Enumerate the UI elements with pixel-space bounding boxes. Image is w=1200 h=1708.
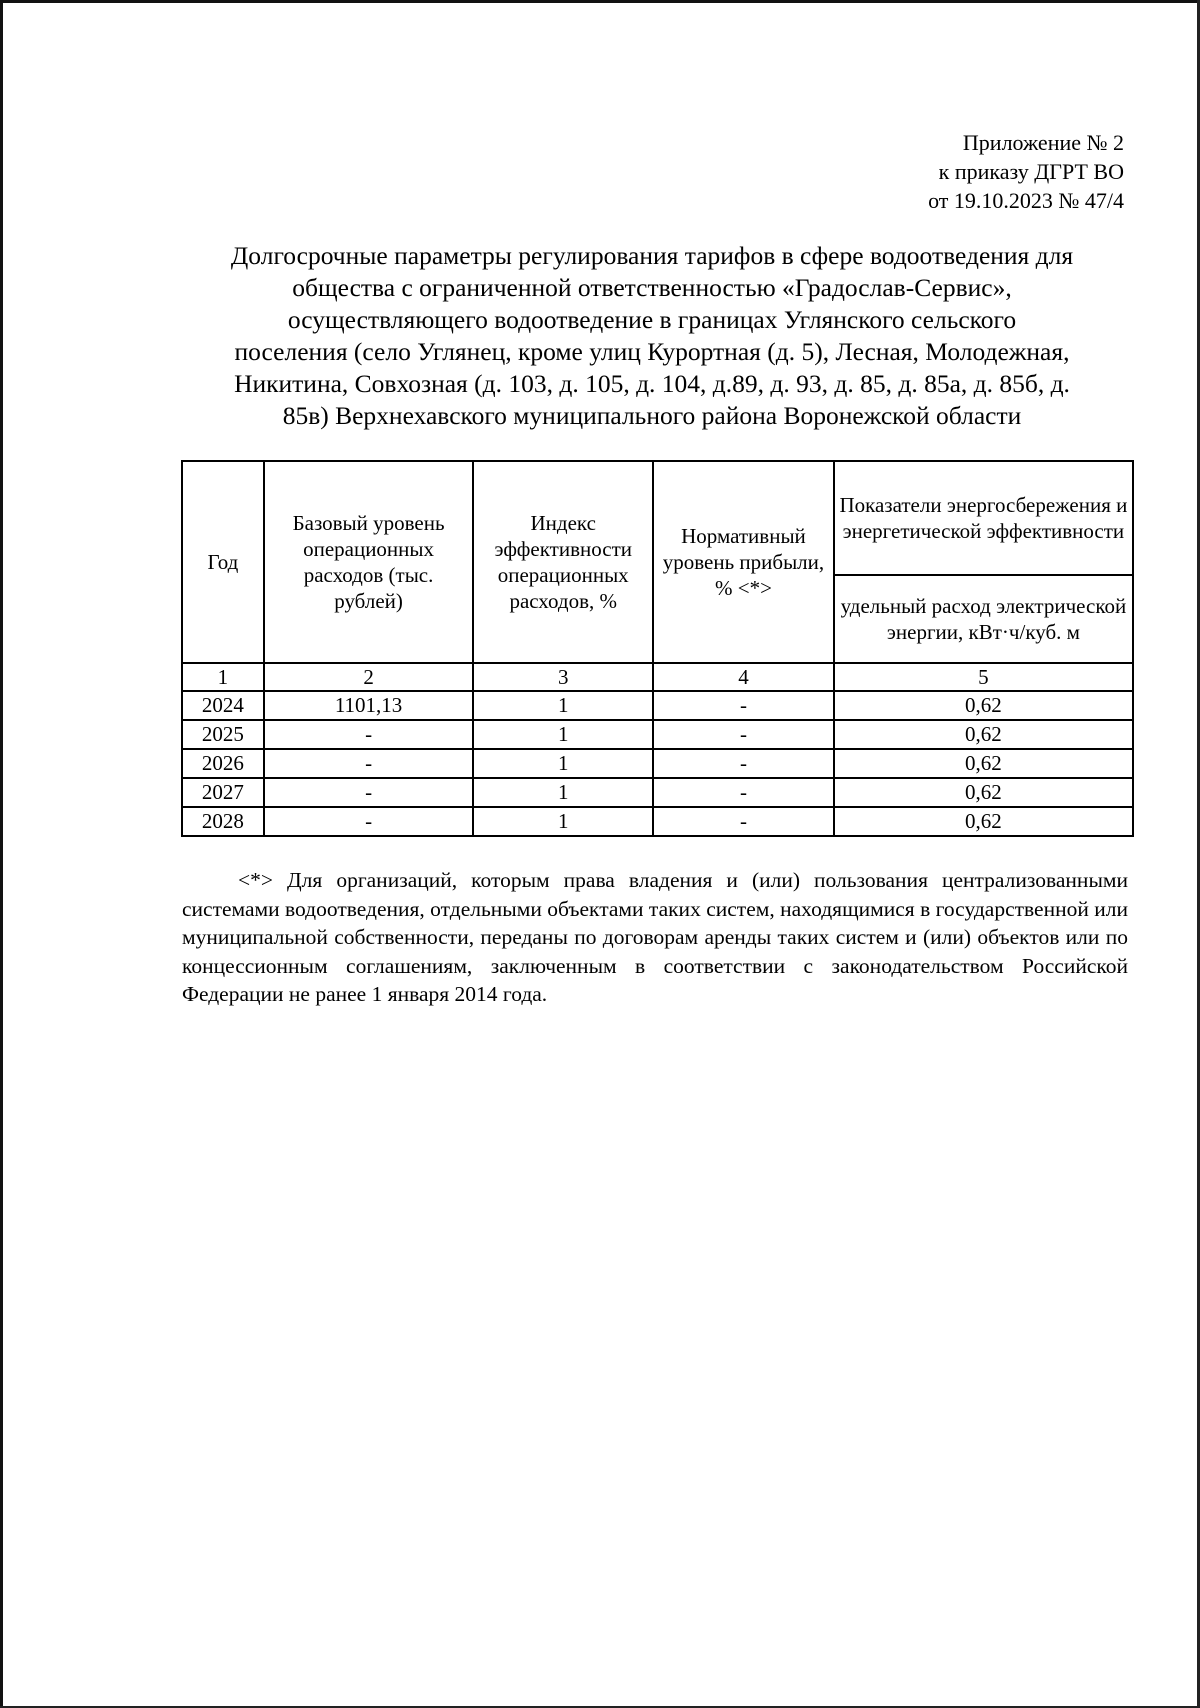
energy-consumption-cell: 0,62 bbox=[834, 691, 1133, 720]
year-cell: 2026 bbox=[182, 749, 264, 778]
column-number: 2 bbox=[264, 663, 474, 691]
profit-level-cell: - bbox=[653, 807, 834, 836]
energy-consumption-cell: 0,62 bbox=[834, 778, 1133, 807]
year-cell: 2028 bbox=[182, 807, 264, 836]
title-line: осуществляющего водоотведение в границах Углянского сельского bbox=[287, 305, 1017, 334]
table-row bbox=[182, 778, 1133, 807]
header-year: Год bbox=[182, 461, 264, 663]
base-level-cell: - bbox=[264, 807, 474, 836]
header-energy-group: Показатели энергосбережения и энергетической эффективности bbox=[834, 461, 1133, 575]
footnote bbox=[182, 866, 1128, 1009]
energy-consumption-cell: 0,62 bbox=[834, 807, 1133, 836]
table-row bbox=[182, 807, 1133, 836]
efficiency-index-cell: 1 bbox=[473, 720, 653, 749]
base-level-cell: 1101,13 bbox=[264, 691, 474, 720]
title-line: Никитина, Совхозная (д. 103, д. 105, д. 104, д.89, д. 93, д. 85, д. 85а, д. 85б, д. bbox=[234, 369, 1070, 398]
header-profit-level: Нормативный уровень прибыли, % <*> bbox=[653, 461, 834, 663]
year-cell: 2025 bbox=[182, 720, 264, 749]
profit-level-cell: - bbox=[653, 691, 834, 720]
column-number: 4 bbox=[653, 663, 834, 691]
efficiency-index-cell: 1 bbox=[473, 749, 653, 778]
header-base-level: Базовый уровень операционных расходов (тыс. рублей) bbox=[264, 461, 474, 663]
table-row bbox=[182, 720, 1133, 749]
column-numbers-row bbox=[182, 663, 1133, 691]
column-number: 5 bbox=[834, 663, 1133, 691]
column-number: 1 bbox=[182, 663, 264, 691]
header-efficiency-index: Индекс эффективности операционных расходов, % bbox=[473, 461, 653, 663]
attachment-order: к приказу ДГРТ ВО bbox=[938, 159, 1124, 184]
attachment-number: Приложение № 2 bbox=[962, 130, 1124, 155]
energy-consumption-cell: 0,62 bbox=[834, 749, 1133, 778]
table-row bbox=[182, 749, 1133, 778]
tariff-parameters-table bbox=[181, 460, 1134, 837]
title-line: общества с ограниченной ответственностью «Градослав-Сервис», bbox=[292, 273, 1012, 302]
efficiency-index-cell: 1 bbox=[473, 807, 653, 836]
scan-border-left bbox=[0, 0, 3, 1708]
header-energy-consumption: удельный расход электрической энергии, кВт·ч/куб. м bbox=[834, 575, 1133, 663]
table-row bbox=[182, 691, 1133, 720]
profit-level-cell: - bbox=[653, 749, 834, 778]
attachment-date: от 19.10.2023 № 47/4 bbox=[928, 188, 1124, 213]
energy-consumption-cell: 0,62 bbox=[834, 720, 1133, 749]
title-line: Долгосрочные параметры регулирования тарифов в сфере водоотведения для bbox=[230, 241, 1074, 270]
efficiency-index-cell: 1 bbox=[473, 691, 653, 720]
scan-border-top bbox=[0, 0, 1200, 3]
base-level-cell: - bbox=[264, 749, 474, 778]
title-line: 85в) Верхнехавского муниципального района Воронежской области bbox=[282, 401, 1022, 430]
base-level-cell: - bbox=[264, 778, 474, 807]
column-number: 3 bbox=[473, 663, 653, 691]
year-cell: 2024 bbox=[182, 691, 264, 720]
efficiency-index-cell: 1 bbox=[473, 778, 653, 807]
year-cell: 2027 bbox=[182, 778, 264, 807]
attachment-reference bbox=[928, 128, 1124, 215]
document-title bbox=[170, 240, 1134, 432]
title-line: поселения (село Углянец, кроме улиц Курортная (д. 5), Лесная, Молодежная, bbox=[234, 337, 1070, 366]
profit-level-cell: - bbox=[653, 720, 834, 749]
base-level-cell: - bbox=[264, 720, 474, 749]
footnote-text: <*> Для организаций, которым права владения и (или) пользования централизованными системами водоотведения, отдельными объектами таких систем, находящимися в государственной или муниципальной собственности, переданы по договорам аренды таких систем и (или) объектов или по концессионным соглашениям, заключенным в соответствии с законодательством Российской Федерации не ранее 1 января 2014 года. bbox=[182, 868, 1128, 1006]
profit-level-cell: - bbox=[653, 778, 834, 807]
